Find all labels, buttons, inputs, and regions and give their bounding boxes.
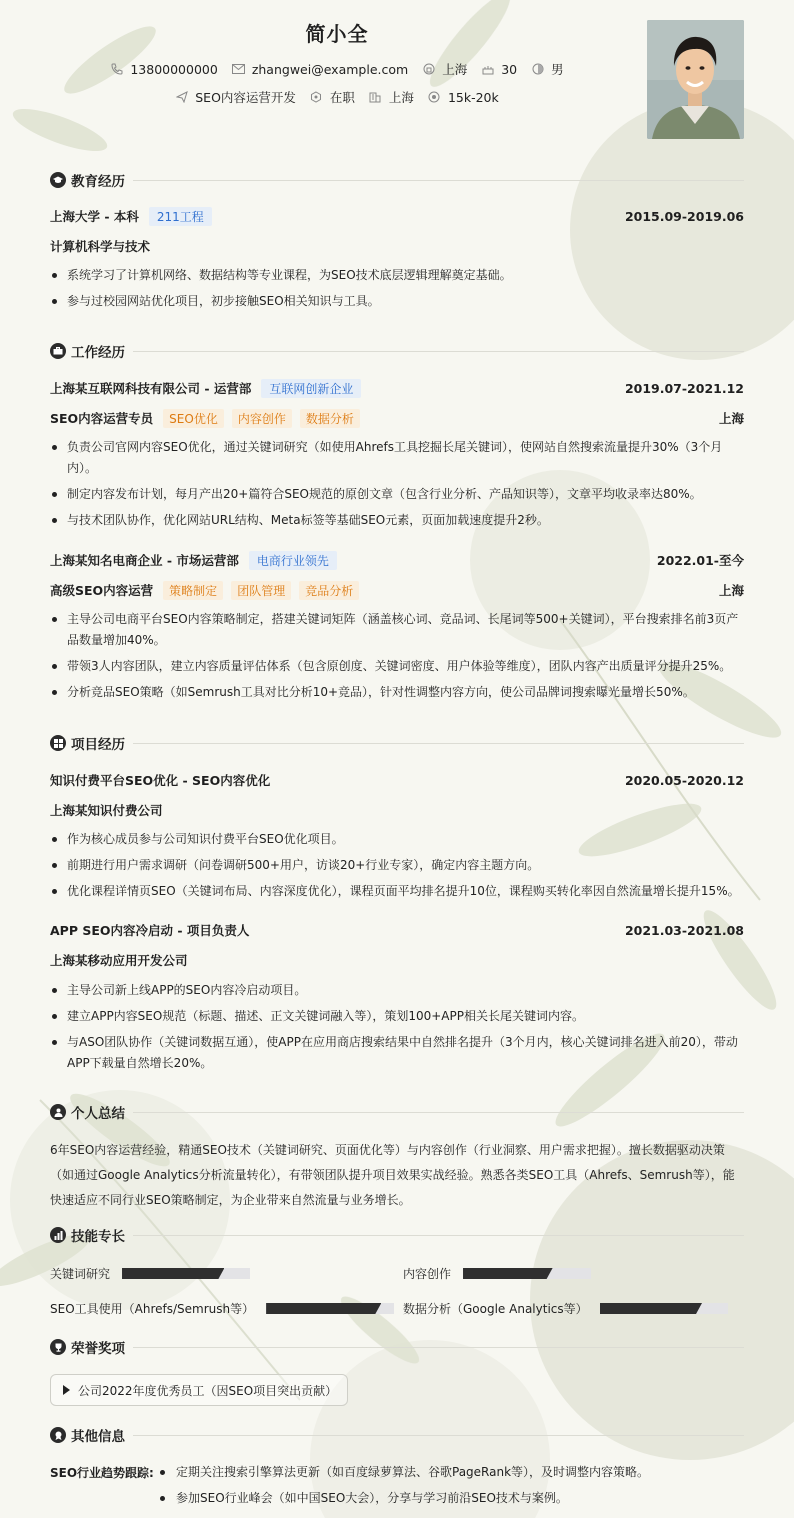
expand-triangle-icon	[63, 1385, 70, 1395]
school-name: 上海大学 - 本科	[50, 209, 139, 224]
projects-title: 项目经历	[71, 737, 125, 753]
project-date: 2020.05-2020.12	[624, 772, 744, 788]
education-title: 教育经历	[71, 174, 125, 190]
salary-icon	[428, 91, 441, 104]
job-title-info	[175, 88, 296, 106]
candidate-name: 简小全	[305, 22, 369, 46]
section-divider	[133, 1235, 744, 1236]
list-item: 建立APP内容SEO规范（标题、描述、正文关键词融入等），策划100+APP相关长尾关键词内容。	[50, 1006, 744, 1027]
phone-text: 13800000000	[130, 61, 218, 77]
send-icon	[175, 91, 188, 104]
job-city: 上海	[718, 583, 744, 598]
skill-tag: 数据分析	[300, 409, 360, 428]
list-item: 负责公司官网内容SEO优化，通过关键词研究（如使用Ahrefs工具挖掘长尾关键词），使网站自然搜索流量提升30%（3个月内）。	[50, 437, 744, 479]
job-entry-header	[50, 550, 744, 570]
building-icon	[369, 91, 382, 104]
skills-section-header	[50, 1225, 744, 1245]
project-company-row	[50, 800, 744, 820]
project-company-row	[50, 950, 744, 970]
section-divider	[133, 180, 744, 181]
skill-item	[50, 1265, 250, 1282]
list-item: 定期关注搜索引擎算法更新（如百度绿萝算法、谷歌PageRank等），及时调整内容策略。	[160, 1462, 649, 1483]
company-tag: 电商行业领先	[249, 551, 337, 570]
project-name: 知识付费平台SEO优化 - SEO内容优化	[50, 773, 271, 788]
project-name: APP SEO内容冷启动 - 项目负责人	[50, 923, 250, 938]
list-item: 系统学习了计算机网络、数据结构等专业课程，为SEO技术底层逻辑理解奠定基础。	[50, 265, 744, 286]
work-city-text: 上海	[388, 90, 414, 105]
section-divider	[133, 743, 744, 744]
award-item-toggle[interactable]	[50, 1374, 348, 1406]
education-date: 2015.09-2019.06	[624, 208, 744, 224]
job-date: 2022.01-至今	[656, 553, 744, 568]
contact-row	[0, 60, 674, 78]
skill-bar	[266, 1303, 394, 1314]
list-item: 参加SEO行业峰会（如中国SEO大会），分享与学习前沿SEO技术与案例。	[160, 1488, 649, 1509]
skill-bar-fill	[463, 1268, 553, 1279]
job-role: 高级SEO内容运营	[50, 583, 154, 598]
list-item: 带领3人内容团队，建立内容质量评估体系（包含原创度、关键词密度、用户体验等维度），团队内容产出质量评分提升25%。	[50, 656, 744, 677]
skill-bar	[122, 1268, 250, 1279]
list-item: 分析竞品SEO策略（如Semrush工具对比分析10+竞品），针对性调整内容方向，使公司品牌词搜索曝光量增长50%。	[50, 682, 744, 703]
gender-info	[531, 60, 564, 78]
work-title: 工作经历	[71, 345, 125, 361]
skill-label: 数据分析（Google Analytics等）	[403, 1302, 588, 1316]
award-text: 公司2022年度优秀员工（因SEO项目突出贡献）	[78, 1383, 338, 1398]
email-info	[232, 62, 408, 77]
status-info	[310, 88, 355, 106]
company-name: 上海某互联网科技有限公司 - 运营部	[50, 381, 252, 396]
awards-section-header	[50, 1337, 744, 1357]
projects-section-header	[50, 733, 744, 753]
other-label: SEO行业趋势跟踪:	[50, 1466, 154, 1480]
awards-title: 荣誉奖项	[71, 1341, 125, 1357]
project-company: 上海某移动应用开发公司	[50, 953, 188, 968]
project-date: 2021.03-2021.08	[624, 922, 744, 938]
work-section-header	[50, 341, 744, 361]
list-item: 与技术团队协作，优化网站URL结构、Meta标签等基础SEO元素，页面加载速度提升2秒。	[50, 510, 744, 531]
salary-info	[428, 90, 499, 105]
skill-tag: SEO优化	[163, 409, 224, 428]
skill-item	[403, 1265, 591, 1282]
age-info	[481, 62, 517, 77]
job-bullets	[50, 609, 744, 708]
gender-text: 男	[551, 62, 564, 77]
user-icon	[50, 1104, 66, 1120]
location-info	[422, 60, 467, 78]
project-bullets	[50, 829, 744, 907]
summary-title: 个人总结	[71, 1106, 125, 1122]
project-entry-header	[50, 770, 744, 790]
skill-label: 内容创作	[403, 1267, 452, 1281]
bar-chart-icon	[50, 1227, 66, 1243]
education-section-header	[50, 170, 744, 190]
major-name: 计算机科学与技术	[50, 239, 151, 254]
job-role: SEO内容运营专员	[50, 411, 154, 426]
list-item: 制定内容发布计划，每月产出20+篇符合SEO规范的原创文章（包含行业分析、产品知识等），文章平均收录率达80%。	[50, 484, 744, 505]
profile-photo	[647, 20, 744, 139]
list-item: 主导公司电商平台SEO内容策略制定，搭建关键词矩阵（涵盖核心词、竞品词、长尾词等500+关键词），平台搜索排名前3页产品数量增加40%。	[50, 609, 744, 651]
skill-tag: 团队管理	[231, 581, 291, 600]
job-city: 上海	[718, 411, 744, 426]
list-item: 前期进行用户需求调研（问卷调研500+用户，访谈20+行业专家），确定内容主题方向。	[50, 855, 744, 876]
job-date: 2019.07-2021.12	[624, 380, 744, 396]
phone-icon	[110, 63, 123, 76]
ribbon-icon	[50, 1427, 66, 1443]
briefcase-icon	[50, 343, 66, 359]
age-text: 30	[501, 61, 518, 77]
summary-section-header	[50, 1102, 744, 1122]
list-item: 与ASO团队协作（关键词数据互通），使APP在应用商店搜索结果中自然排名提升（3个月内，核心关键词排名进入前20），带动APP下载量自然增长20%。	[50, 1032, 744, 1074]
skill-label: SEO工具使用（Ahrefs/Semrush等）	[50, 1302, 255, 1316]
job-role-row	[50, 408, 744, 428]
mail-icon	[232, 63, 245, 76]
email-text: zhangwei@example.com	[251, 61, 409, 77]
skill-bar-fill	[600, 1303, 702, 1314]
skills-title: 技能专长	[71, 1229, 125, 1245]
skill-tag: 竞品分析	[299, 581, 359, 600]
cake-icon	[481, 63, 494, 76]
job-role-row	[50, 580, 744, 600]
job-bullets	[50, 437, 744, 536]
section-divider	[133, 1112, 744, 1113]
education-bullets	[50, 265, 744, 317]
list-item: 优化课程详情页SEO（关键词布局、内容深度优化），课程页面平均排名提升10位，课程购买转化率因自然流量增长提升15%。	[50, 881, 744, 902]
job-entry-header	[50, 378, 744, 398]
job-intent-row	[0, 88, 674, 106]
education-entry-header	[50, 206, 744, 226]
project-bullets	[50, 980, 744, 1079]
gender-icon	[531, 63, 544, 76]
status-icon	[310, 91, 323, 104]
section-divider	[133, 351, 744, 352]
skill-label: 关键词研究	[50, 1267, 111, 1281]
graduation-cap-icon	[50, 172, 66, 188]
home-icon	[422, 63, 435, 76]
list-item: 参与过校园网站优化项目，初步接触SEO相关知识与工具。	[50, 291, 744, 312]
skill-tag: 内容创作	[232, 409, 292, 428]
skill-item	[403, 1300, 728, 1317]
education-major-row	[50, 236, 744, 256]
skill-bar	[600, 1303, 728, 1314]
work-city-info	[369, 88, 414, 106]
school-tag: 211工程	[149, 207, 212, 226]
other-title: 其他信息	[71, 1429, 125, 1445]
company-tag: 互联网创新企业	[261, 379, 361, 398]
salary-text: 15k-20k	[447, 89, 499, 105]
phone-info	[110, 62, 217, 77]
section-divider	[133, 1435, 744, 1436]
trophy-icon	[50, 1339, 66, 1355]
skill-bar-fill	[266, 1303, 381, 1314]
skill-tag: 策略制定	[163, 581, 223, 600]
skill-item	[50, 1300, 394, 1317]
location-text: 上海	[442, 62, 468, 77]
other-section-header	[50, 1425, 744, 1445]
list-item: 主导公司新上线APP的SEO内容冷启动项目。	[50, 980, 744, 1001]
skill-bar-fill	[122, 1268, 224, 1279]
status-text: 在职	[329, 90, 355, 105]
company-name: 上海某知名电商企业 - 市场运营部	[50, 553, 239, 568]
summary-text: 6年SEO内容运营经验，精通SEO技术（关键词研究、页面优化等）与内容创作（行业洞察、用户需求把握）。擅长数据驱动决策（如通过Google Analytics分析流量转化），有带领团队提升项目效果实战经验。熟悉各类SEO工具（Ahrefs、Semrush等），能快速适应不同行业SEO策略制定，为企业带来自然流量与业务增长。	[50, 1143, 735, 1207]
grid-icon	[50, 735, 66, 751]
project-company: 上海某知识付费公司	[50, 803, 163, 818]
skill-bar	[463, 1268, 591, 1279]
section-divider	[133, 1347, 744, 1348]
other-bullets	[160, 1462, 649, 1514]
job-title-text: SEO内容运营开发	[195, 90, 296, 105]
list-item: 作为核心成员参与公司知识付费平台SEO优化项目。	[50, 829, 744, 850]
project-entry-header	[50, 920, 744, 940]
